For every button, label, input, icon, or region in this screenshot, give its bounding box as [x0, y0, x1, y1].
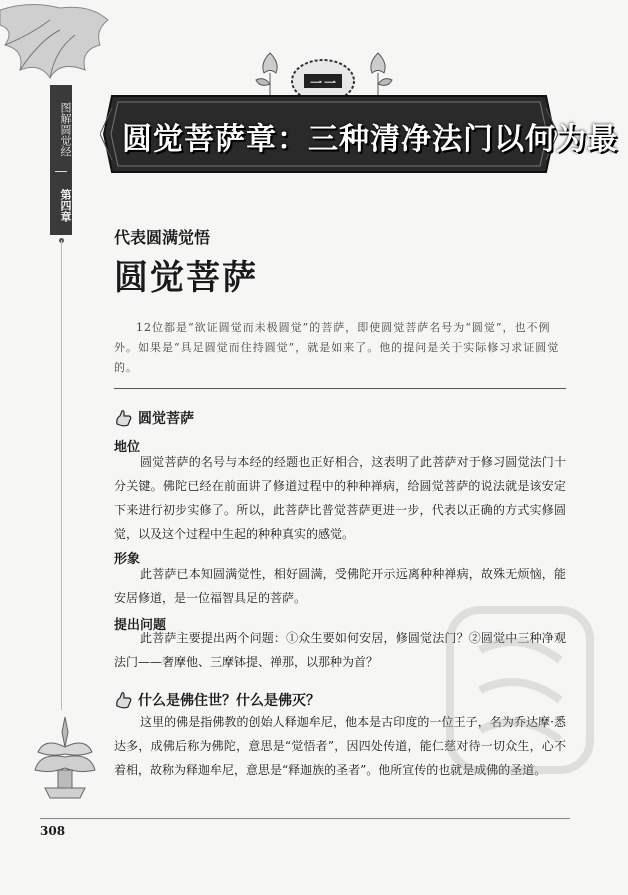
section-title: 圆觉菩萨	[138, 411, 194, 427]
divider	[114, 388, 566, 389]
lotus-decoration-icon	[30, 712, 100, 802]
sidebar-divider	[55, 171, 67, 172]
sidebar-line	[61, 240, 62, 710]
sub-heading: 形象	[114, 552, 141, 567]
sidebar-tag	[50, 85, 72, 235]
page-number: 308	[40, 824, 66, 838]
sidebar-book-title: 图解圆觉经	[59, 101, 72, 157]
intro-paragraph: 12位都是“欲证圆觉而未极圆觉”的菩萨，即使圆觉菩萨名号为“圆觉”，也不例外。如果是“具足圆觉而住持圆觉”，就是如来了。他的提问是关于实际修习求证圆觉的。	[114, 321, 560, 374]
watermark-seal	[440, 600, 600, 780]
paragraph: 圆觉菩萨的名号与本经的经题也正好相合，这表明了此菩萨对于修习圆觉法门十分关键。佛陀已经在前面讲了修道过程中的种种禅病，给圆觉菩萨的说法就是该安定下来进行初步实修了。所以，此菩萨比普觉菩萨更进一步，代表以正确的方式实修圆觉，以及这个过程中生起的种种真实的感觉。	[114, 455, 566, 541]
chapter-title: 圆觉菩萨章：三种清净法门以何为最	[122, 122, 618, 157]
sidebar-chapter-label: 第四章	[59, 188, 72, 222]
tree-decoration	[0, 0, 110, 80]
sub-heading: 地位	[114, 440, 141, 455]
section-title: 什么是佛住世？什么是佛灭？	[138, 693, 320, 709]
sub-heading: 提出问题	[114, 618, 167, 633]
footer-rule	[40, 818, 570, 819]
paragraph: 此菩萨主要提出两个问题：①众生要如何安居，修圆觉法门？②圆觉中三种净观法门——奢摩他、三摩钵提、禅那，以那种为首？	[114, 631, 566, 669]
hand-pointer-icon	[114, 690, 134, 710]
section-subtitle: 代表圆满觉悟	[114, 228, 211, 247]
section-heading	[114, 690, 320, 710]
paragraph: 此菩萨已本知圆满觉性，相好圆满，受佛陀开示远离种种禅病，故殊无烦恼，能安居修道，是一位福智具足的菩萨。	[114, 567, 566, 605]
paragraph: 这里的佛是指佛教的创始人释迦牟尼，他本是古印度的一位王子，名为乔达摩·悉达多，成佛后称为佛陀，意思是“觉悟者”，因四处传道，能仁慈对待一切众生，心不着相，故称为释迦牟尼，意思是“释迦族的圣者”。他所宣传的也就是成佛的圣道。	[114, 715, 566, 777]
hand-pointer-icon	[114, 408, 134, 428]
section-heading	[114, 408, 194, 428]
chapter-number: 一一	[309, 76, 338, 90]
page-title: 圆觉菩萨	[114, 258, 258, 298]
